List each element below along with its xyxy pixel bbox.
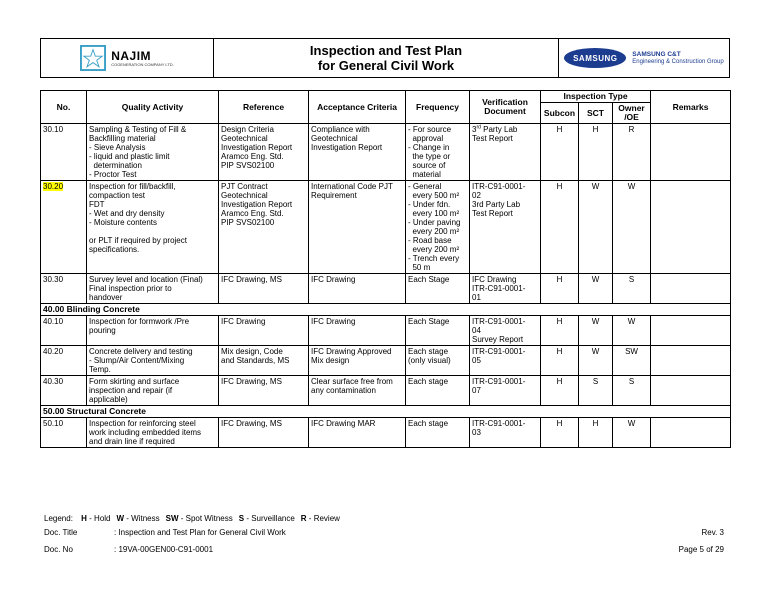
cell-line: Investigation Report [311, 143, 383, 152]
cell-line: handover [89, 293, 123, 302]
cell-line: pouring [89, 326, 116, 335]
cell-verification [470, 346, 541, 376]
cell-line: IFC Drawing MAR [311, 419, 376, 428]
cell-line: applicable) [89, 395, 128, 404]
cell-line: Clear surface free from [311, 377, 393, 386]
row-number: 30.10 [43, 125, 64, 134]
cell-subcon: H [541, 376, 579, 406]
section-row [41, 304, 731, 316]
cell-sct: W [579, 346, 613, 376]
cell-line: Aramco Eng. Std. [221, 152, 284, 161]
samsung-name: SAMSUNG C&T [632, 50, 681, 58]
legend-label: Legend: [44, 514, 73, 523]
legend-code: R [300, 514, 307, 523]
cell-line: Geotechnical [311, 134, 358, 143]
cell-text: Party Lab [480, 125, 518, 134]
cell-line: Mix design [311, 356, 350, 365]
cell-line: International Code PJT [311, 182, 393, 191]
cell-line: compaction test [89, 191, 146, 200]
cell-line: the type or [408, 152, 451, 161]
cell-line: Geotechnical [221, 134, 268, 143]
najim-star-icon [80, 45, 106, 71]
cell-activity [87, 274, 219, 304]
table-row [41, 181, 731, 274]
cell-sct: W [579, 316, 613, 346]
cell-reference [219, 376, 309, 406]
cell-line: 01 [472, 293, 481, 302]
cell-line [89, 227, 216, 236]
col-no: No. [41, 91, 87, 124]
cell-line: ITR-C91-0001- [472, 377, 526, 386]
cell-line: 04 [472, 326, 481, 335]
cell-no [41, 181, 87, 274]
cell-owner: R [613, 124, 651, 181]
document-title [214, 39, 558, 77]
cell-sct: H [579, 418, 613, 448]
cell-line: specifications. [89, 245, 140, 254]
cell-acceptance [309, 346, 406, 376]
cell-line: Geotechnical [221, 191, 268, 200]
cell-line: Sampling & Testing of Fill & [89, 125, 187, 134]
legend-text: - Witness [124, 514, 160, 523]
cell-line: (only visual) [408, 356, 451, 365]
cell-no [41, 376, 87, 406]
cell-line: Test Report [472, 134, 513, 143]
col-frequency: Frequency [406, 91, 470, 124]
cell-no [41, 124, 87, 181]
cell-owner: SW [613, 346, 651, 376]
cell-remarks [651, 274, 731, 304]
cell-frequency [406, 181, 470, 274]
cell-subcon: H [541, 418, 579, 448]
section-heading: 40.00 Blinding Concrete [41, 304, 731, 316]
legend-text: - Review [306, 514, 340, 523]
cell-sct: W [579, 274, 613, 304]
row-number: 40.20 [43, 347, 64, 356]
cell-verification [470, 181, 541, 274]
cell-line: ITR-C91-0001- [472, 419, 526, 428]
cell-line: Mix design, Code [221, 347, 283, 356]
cell-activity [87, 124, 219, 181]
cell-line: and drain line if required [89, 437, 175, 446]
table-row [41, 418, 731, 448]
cell-owner: W [613, 316, 651, 346]
cell-no [41, 316, 87, 346]
cell-line: Each stage [408, 377, 449, 386]
cell-remarks [651, 316, 731, 346]
cell-line: ITR-C91-0001- [472, 347, 526, 356]
cell-acceptance [309, 376, 406, 406]
cell-line: Test Report [472, 209, 513, 218]
cell-frequency [406, 376, 470, 406]
header-row-1 [41, 91, 731, 103]
cell-line: Each Stage [408, 317, 450, 326]
cell-line: - Proctor Test [89, 170, 137, 179]
cell-verification [470, 418, 541, 448]
doc-title-label: Doc. Title [44, 528, 78, 537]
cell-activity [87, 376, 219, 406]
col-quality-activity: Quality Activity [87, 91, 219, 124]
cell-line: IFC Drawing, MS [221, 377, 282, 386]
cell-line: - General [408, 182, 442, 191]
table-row [41, 316, 731, 346]
cell-frequency [406, 346, 470, 376]
cell-subcon: H [541, 346, 579, 376]
cell-sct: H [579, 124, 613, 181]
row-number: 50.10 [43, 419, 64, 428]
cell-reference [219, 346, 309, 376]
cell-line: - Road base [408, 236, 452, 245]
col-inspection-type: Inspection Type [541, 91, 651, 103]
cell-line: - Slump/Air Content/Mixing [89, 356, 185, 365]
cell-verification [470, 316, 541, 346]
cell-line: Each stage [408, 347, 449, 356]
cell-activity [87, 316, 219, 346]
cell-no [41, 418, 87, 448]
title-line-2: for General Civil Work [317, 58, 455, 73]
doc-title-line [44, 528, 286, 538]
legend-code: H [81, 514, 87, 523]
legend-code: S [238, 514, 245, 523]
cell-subcon: H [541, 124, 579, 181]
title-line-1: Inspection and Test Plan [309, 43, 463, 58]
table-row [41, 124, 731, 181]
cell-line: IFC Drawing [311, 275, 356, 284]
cell-line [472, 125, 538, 134]
cell-line: Investigation Report [221, 143, 293, 152]
cell-line: Design Criteria [221, 125, 274, 134]
cell-line: - Change in [408, 143, 450, 152]
revision: Rev. 3 [701, 528, 724, 537]
cell-line: and Standards, MS [221, 356, 290, 365]
samsung-subtitle: Engineering & Construction Group [632, 58, 724, 65]
cell-acceptance [309, 316, 406, 346]
cell-line: 50 m [408, 263, 431, 272]
doc-title-value: : Inspection and Test Plan for General Civil Work [114, 528, 286, 537]
legend-text: - Hold [86, 514, 111, 523]
legend-text: - Spot Witness [178, 514, 233, 523]
col-remarks: Remarks [651, 91, 731, 124]
cell-text: 3 [472, 125, 477, 134]
cell-activity [87, 346, 219, 376]
page-number: Page 5 of 29 [678, 545, 724, 554]
cell-line: 3rd Party Lab [472, 200, 521, 209]
cell-subcon: H [541, 316, 579, 346]
cell-verification [470, 376, 541, 406]
cell-line: ITR-C91-0001- [472, 182, 526, 191]
cell-line: every 200 m² [408, 245, 460, 254]
cell-line: Inspection for formwork /Pre [89, 317, 190, 326]
document-header [40, 38, 730, 78]
superscript: rd [476, 124, 481, 131]
cell-line: Backfilling material [89, 134, 156, 143]
cell-line: Form skirting and surface [89, 377, 180, 386]
cell-reference [219, 316, 309, 346]
cell-line: - liquid and plastic limit [89, 152, 170, 161]
cell-frequency [406, 274, 470, 304]
cell-line: source of [408, 161, 446, 170]
cell-line: Survey level and location (Final) [89, 275, 203, 284]
cell-line: Aramco Eng. Std. [221, 209, 284, 218]
cell-verification [470, 124, 541, 181]
cell-line: 02 [472, 191, 481, 200]
cell-line: PIP SVS02100 [221, 218, 275, 227]
cell-line: determination [89, 161, 142, 170]
cell-line: FDT [89, 200, 105, 209]
cell-line: IFC Drawing, MS [221, 419, 282, 428]
najim-logo [80, 45, 174, 71]
cell-line: Concrete delivery and testing [89, 347, 193, 356]
cell-line: IFC Drawing [311, 317, 356, 326]
cell-line: any contamination [311, 386, 376, 395]
samsung-logo: SAMSUNG [564, 48, 626, 68]
cell-remarks [651, 376, 731, 406]
doc-no-value: : 19VA-00GEN00-C91-0001 [114, 545, 214, 554]
doc-no-label: Doc. No [44, 545, 73, 554]
col-acceptance: Acceptance Criteria [309, 91, 406, 124]
table-row [41, 346, 731, 376]
cell-line: inspection and repair (if [89, 386, 173, 395]
cell-acceptance [309, 124, 406, 181]
cell-line: 05 [472, 356, 481, 365]
cell-activity [87, 418, 219, 448]
col-verification: Verification Document [470, 91, 541, 124]
cell-line: 03 [472, 428, 481, 437]
cell-line: every 100 m² [408, 209, 460, 218]
cell-sct: W [579, 181, 613, 274]
row-number: 40.30 [43, 377, 64, 386]
cell-frequency [406, 418, 470, 448]
cell-line: Final inspection prior to [89, 284, 172, 293]
cell-line: Each Stage [408, 275, 450, 284]
cell-line: approval [408, 134, 444, 143]
cell-line: Each stage [408, 419, 449, 428]
cell-line: PJT Contract [221, 182, 268, 191]
cell-owner: W [613, 181, 651, 274]
cell-subcon: H [541, 274, 579, 304]
cell-line: work including embedded items [89, 428, 202, 437]
cell-owner: S [613, 274, 651, 304]
cell-line: IFC Drawing [472, 275, 517, 284]
samsung-logo-cell [558, 39, 729, 77]
cell-line: Temp. [89, 365, 111, 374]
cell-frequency [406, 316, 470, 346]
cell-line: Inspection for fill/backfill, [89, 182, 176, 191]
cell-line: every 200 m² [408, 227, 460, 236]
cell-line: Compliance with [311, 125, 370, 134]
col-sct: SCT [579, 103, 613, 124]
cell-line: - Sieve Analysis [89, 143, 146, 152]
cell-line: ITR-C91-0001- [472, 317, 526, 326]
cell-subcon: H [541, 181, 579, 274]
najim-name: NAJIM [111, 48, 152, 63]
cell-line: ITR-C91-0001- [472, 284, 526, 293]
cell-reference [219, 274, 309, 304]
najim-logo-cell [41, 39, 214, 77]
cell-owner: W [613, 418, 651, 448]
samsung-text [632, 51, 723, 66]
cell-line: - Wet and dry density [89, 209, 165, 218]
col-subcon: Subcon [541, 103, 579, 124]
legend-text: - Surveillance [244, 514, 295, 523]
doc-no-line [44, 545, 213, 555]
cell-acceptance [309, 181, 406, 274]
legend-code: W [116, 514, 125, 523]
cell-line: Survey Report [472, 335, 524, 344]
table-row [41, 376, 731, 406]
cell-remarks [651, 124, 731, 181]
section-heading: 50.00 Structural Concrete [41, 406, 731, 418]
cell-remarks [651, 418, 731, 448]
legend-items [75, 514, 340, 523]
cell-line: Requirement [311, 191, 357, 200]
cell-acceptance [309, 418, 406, 448]
cell-line: or PLT if required by project [89, 236, 187, 245]
section-row [41, 406, 731, 418]
table-row [41, 274, 731, 304]
cell-reference [219, 124, 309, 181]
row-number: 40.10 [43, 317, 64, 326]
cell-line: every 500 m² [408, 191, 460, 200]
itp-table [40, 90, 731, 448]
legend [44, 514, 340, 524]
cell-no [41, 274, 87, 304]
cell-line: IFC Drawing Approved [311, 347, 392, 356]
cell-acceptance [309, 274, 406, 304]
row-number: 30.20 [43, 182, 64, 191]
cell-line: - Moisture contents [89, 218, 158, 227]
cell-remarks [651, 346, 731, 376]
col-owner: Owner /OE [613, 103, 651, 124]
itp-table-body [41, 124, 731, 448]
cell-line: IFC Drawing [221, 317, 266, 326]
cell-verification [470, 274, 541, 304]
najim-subtitle: COGENERATION COMPANY LTD. [111, 61, 174, 67]
cell-line: - For source [408, 125, 452, 134]
cell-line: PIP SVS02100 [221, 161, 275, 170]
row-number: 30.30 [43, 275, 64, 284]
legend-code: SW [165, 514, 179, 523]
cell-line: 07 [472, 386, 481, 395]
cell-activity [87, 181, 219, 274]
cell-sct: S [579, 376, 613, 406]
cell-line: IFC Drawing, MS [221, 275, 282, 284]
cell-frequency [406, 124, 470, 181]
cell-reference [219, 418, 309, 448]
cell-no [41, 346, 87, 376]
cell-line: Inspection for reinforcing steel [89, 419, 196, 428]
col-reference: Reference [219, 91, 309, 124]
cell-remarks [651, 181, 731, 274]
cell-owner: S [613, 376, 651, 406]
cell-line: - Under paving [408, 218, 461, 227]
cell-reference [219, 181, 309, 274]
cell-line: material [408, 170, 441, 179]
cell-line: - Under fdn. [408, 200, 451, 209]
cell-line: - Trench every [408, 254, 460, 263]
cell-line: Investigation Report [221, 200, 293, 209]
